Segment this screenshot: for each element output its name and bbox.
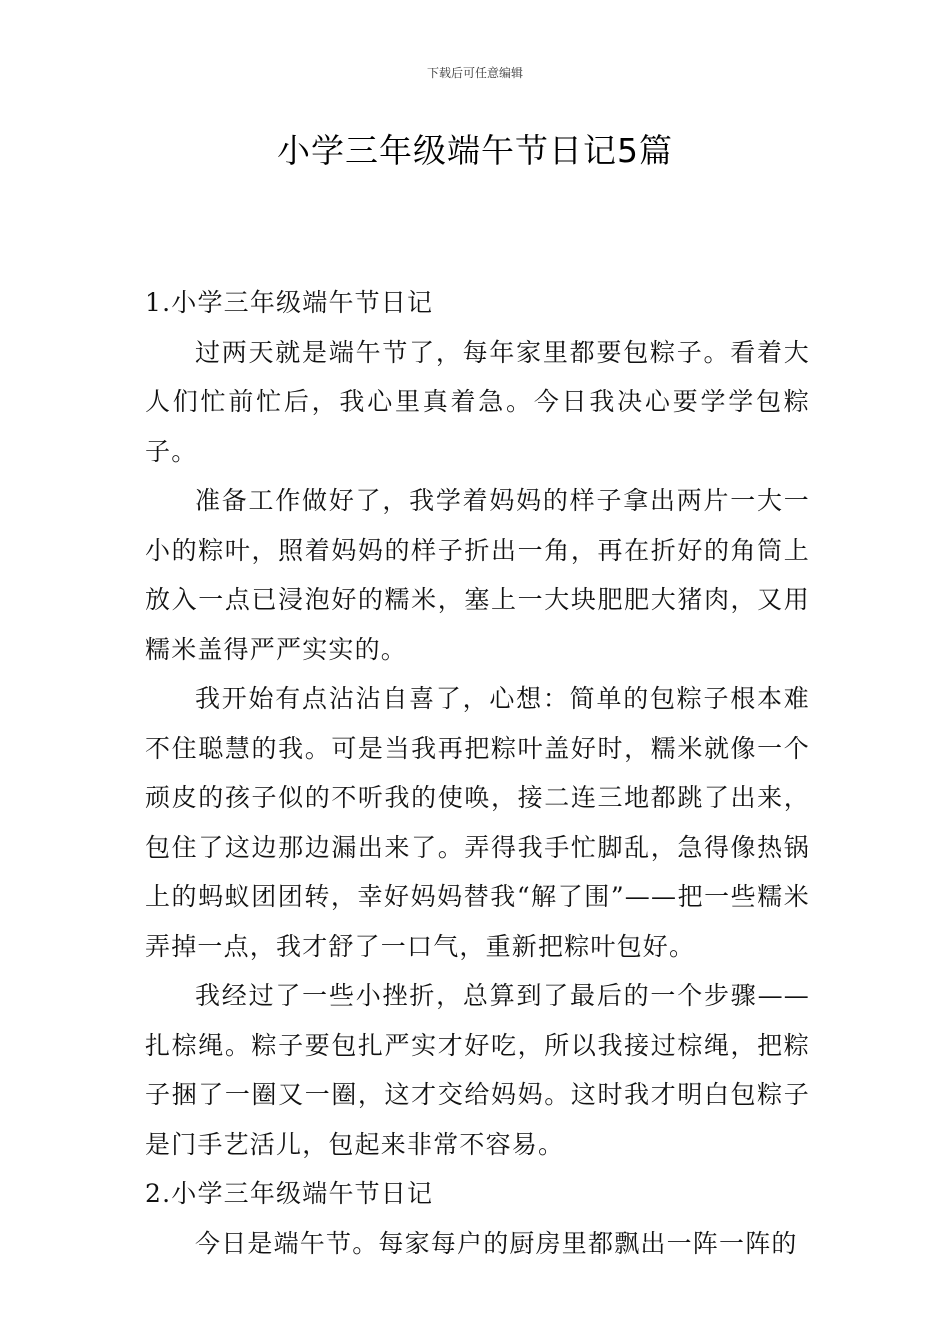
paragraph: 我开始有点沾沾自喜了，心想：简单的包粽子根本难不住聪慧的我。可是当我再把粽叶盖好时，糯米就像一个顽皮的孩子似的不听我的使唤，接二连三地都跳了出来，包住了这边那边漏出来了。弄得我手忙脚乱，急得像热锅上的蚂蚁团团转，幸好妈妈替我“解了围”——把一些糯米弄掉一点，我才舒了一口气，重新把粽叶包好。 <box>145 684 810 961</box>
paragraph: 今日是端午节。每家每户的厨房里都飘出一阵一阵的 <box>195 1228 798 1258</box>
section-heading-1: 1.小学三年级端午节日记 <box>145 288 434 317</box>
paragraph: 过两天就是端午节了，每年家里都要包粽子。看着大人们忙前忙后，我心里真着急。今日我决心要学学包粽子。 <box>145 337 810 466</box>
document-title: 小学三年级端午节日记5篇 <box>277 131 673 170</box>
document-body <box>145 278 810 1268</box>
paragraph: 准备工作做好了，我学着妈妈的样子拿出两片一大一小的粽叶，照着妈妈的样子折出一角，再在折好的角筒上放入一点已浸泡好的糯米，塞上一大块肥肥大猪肉，又用糯米盖得严严实实的。 <box>145 486 810 664</box>
paragraph: 我经过了一些小挫折，总算到了最后的一个步骤——扎棕绳。粽子要包扎严实才好吃，所以我接过棕绳，把粽子捆了一圈又一圈，这才交给妈妈。这时我才明白包粽子是门手艺活儿，包起来非常不容易。 <box>145 981 810 1159</box>
header-note: 下载后可任意编辑 <box>426 66 523 80</box>
section-heading-2: 2.小学三年级端午节日记 <box>145 1179 434 1208</box>
